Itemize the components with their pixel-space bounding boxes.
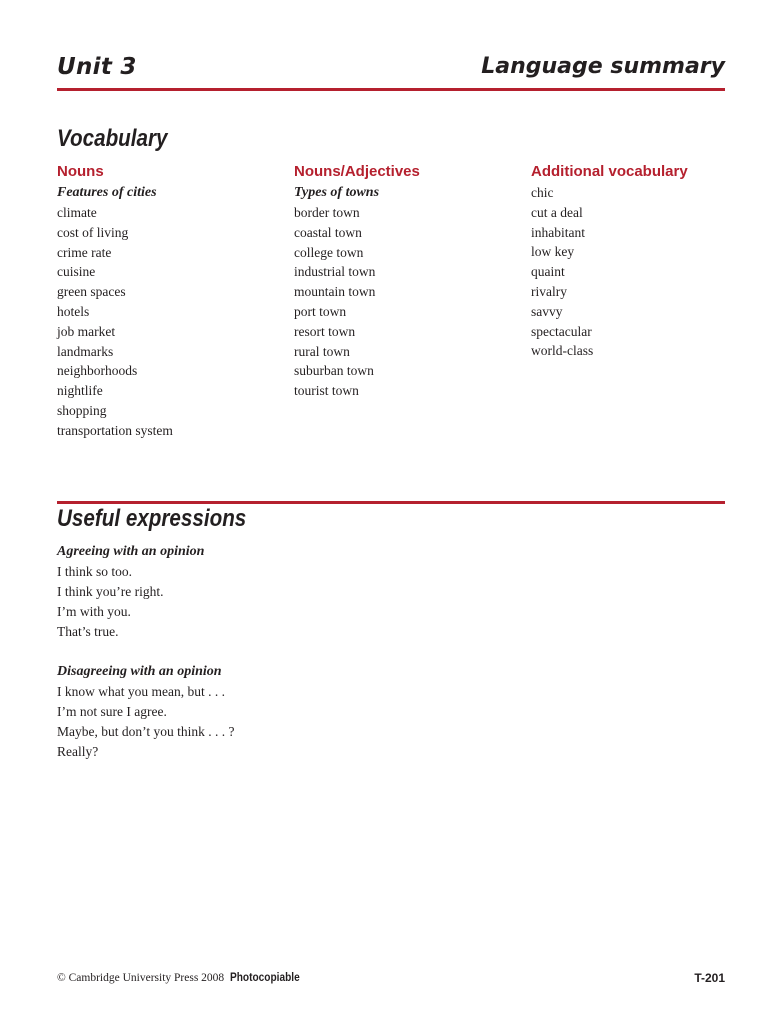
list-item: crime rate [57, 244, 112, 260]
expression-group-disagreeing [57, 662, 457, 762]
list-item: That’s true. [57, 624, 119, 639]
vocab-column-additional [531, 161, 751, 361]
list-item: climate [57, 205, 97, 220]
list-item: rural town [294, 343, 350, 359]
list-item: rivalry [531, 283, 567, 299]
vocab-column-nouns [57, 161, 277, 441]
list-item: port town [294, 303, 347, 319]
list-item: transportation system [57, 422, 173, 438]
unit-label: Unit 3 [57, 54, 137, 80]
expressions-title: Useful expressions [57, 505, 247, 532]
page-number: T-201 [694, 971, 725, 985]
vocabulary-title: Vocabulary [57, 125, 168, 152]
list-item: neighborhoods [57, 363, 138, 379]
vocab-column-nouns-adjectives [294, 161, 514, 401]
list-item: shopping [57, 402, 107, 418]
list-item: inhabitant [531, 224, 585, 240]
page-header [57, 52, 725, 91]
column-subheading: Types of towns [294, 185, 380, 200]
list-item: I’m with you. [57, 604, 131, 619]
list-item: spectacular [531, 323, 592, 339]
list-item: resort town [294, 323, 356, 339]
list-item: I think so too. [57, 564, 133, 579]
copyright-line [57, 972, 309, 984]
column-heading: Additional vocabulary [531, 163, 688, 180]
list-item: I know what you mean, but . . . [57, 684, 225, 699]
list-item: green spaces [57, 284, 126, 300]
list-item: cost of living [57, 224, 129, 240]
list-item: cut a deal [531, 204, 583, 220]
list-item: mountain town [294, 284, 376, 300]
list-item: coastal town [294, 224, 362, 240]
photocopiable-label: Photocopiable [230, 972, 300, 984]
column-subheading: Features of cities [57, 185, 157, 200]
list-item: nightlife [57, 383, 103, 399]
section-divider [57, 501, 725, 504]
list-item: I think you’re right. [57, 584, 164, 599]
list-item: Maybe, but don’t you think . . . ? [57, 724, 235, 739]
column-heading: Nouns/Adjectives [294, 163, 420, 180]
header-title: Language summary [481, 54, 725, 79]
list-item: savvy [531, 303, 563, 319]
expression-group-agreeing [57, 542, 457, 642]
list-item: border town [294, 205, 360, 220]
list-item: world-class [531, 343, 594, 359]
list-item: tourist town [294, 383, 359, 399]
list-item: landmarks [57, 343, 114, 359]
list-item: Really? [57, 744, 99, 759]
list-item: cuisine [57, 264, 96, 280]
list-item: low key [531, 244, 575, 260]
copyright-text: © Cambridge University Press 2008 [57, 972, 225, 984]
list-item: suburban town [294, 363, 374, 379]
column-heading: Nouns [57, 163, 104, 180]
expression-heading: Disagreeing with an opinion [57, 664, 222, 679]
page-footer [57, 970, 725, 988]
list-item: job market [57, 323, 116, 339]
list-item: industrial town [294, 264, 376, 280]
list-item: quaint [531, 264, 565, 280]
expression-heading: Agreeing with an opinion [57, 544, 205, 559]
list-item: chic [531, 185, 554, 200]
list-item: I’m not sure I agree. [57, 704, 167, 719]
list-item: hotels [57, 303, 90, 319]
list-item: college town [294, 244, 364, 260]
